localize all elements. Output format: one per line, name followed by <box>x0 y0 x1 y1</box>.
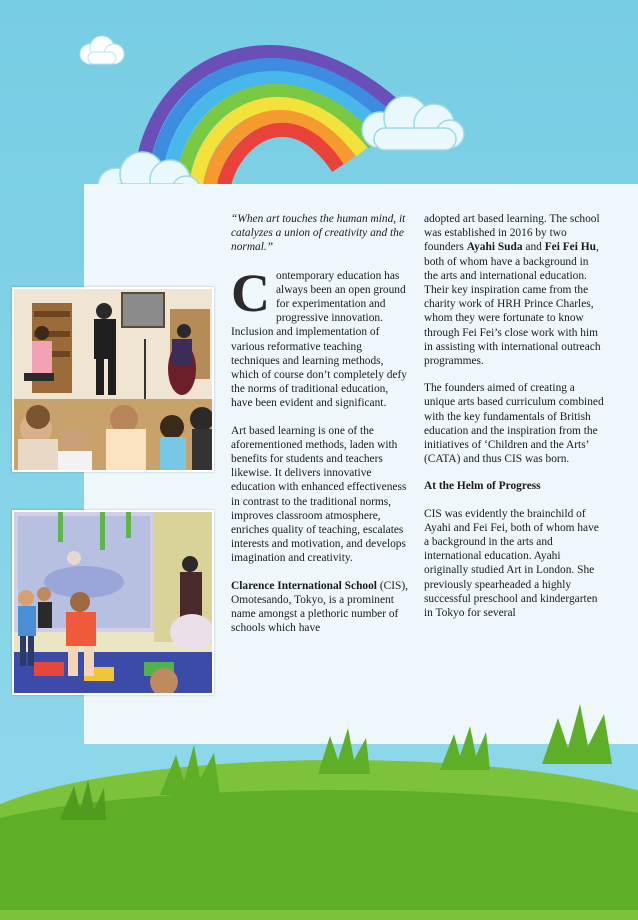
grass-tuft <box>160 745 230 795</box>
text-column-right <box>424 212 604 633</box>
grass-tuft <box>318 728 378 774</box>
grass-tuft <box>440 726 500 770</box>
drop-cap: C <box>231 262 270 323</box>
photo-music-performance <box>12 287 214 472</box>
paragraph-founders <box>424 212 604 368</box>
photo-dance-class <box>12 510 214 695</box>
paragraph-intro <box>231 262 411 411</box>
paragraph-art-based-learning: Art based learning is one of the aforementioned methods, laden with benefits for students and teachers likewise. It delivers innovative education with enhanced effectiveness in contrast to the traditional norms, improves classroom atmosphere, enriches quality of teaching, escalates interests and motivation, and develops imagination and creativity. <box>231 424 407 565</box>
paragraph-cis-intro-text: (CIS), Omotesando, Tokyo, is a prominent name amongst a plethoric number of schools which have <box>231 579 408 635</box>
school-name: Clarence International School <box>231 579 377 592</box>
paragraph-founders-text-b: and <box>522 241 545 254</box>
section-heading: At the Helm of Progress <box>424 480 541 493</box>
paragraph-founders-text-c: , both of whom have a background in the arts and international education. Their key inspiration came from the charity work of HRH Prince Charles, whom they were fortunate to know through Fei Fei’s close work with him in assisting with international outreach programmes. <box>424 241 601 368</box>
grass-tuft <box>542 704 622 764</box>
cloud-right <box>356 94 468 154</box>
paragraph-curriculum: The founders aimed of creating a unique arts based curriculum combined with the key fundamentals of British education and the inspiration from the initiatives of ‘Children and the Arts’ (CATA) and thus CIS was born. <box>424 382 604 466</box>
paragraph-cis-intro <box>231 579 411 636</box>
pull-quote: “When art touches the human mind, it catalyzes a union of creativity and the normal.” <box>231 213 406 254</box>
founder-name-1: Ayahi Suda <box>466 241 523 254</box>
founder-name-2: Fei Fei Hu <box>544 241 596 254</box>
paragraph-founders-text-a: adopted art based learning. The school was established in 2016 by two founders <box>424 213 600 254</box>
grass-tuft <box>60 780 120 820</box>
paragraph-brainchild: CIS was evidently the brainchild of Ayahi and Fei Fei, both of whom have a background in the arts and international education. Ayahi originally studied Art in London. She previously spearheaded a highly successful preschool and kindergarten in Tokyo for several <box>424 507 599 620</box>
paragraph-intro-text: ontemporary education has always been an open ground for experimentation and progressive innovation. Inclusion and implementation of various reformative teaching techniques and learning methods, which of course don’t completely defy the norms of traditional education, have been evident and significant. <box>231 269 407 410</box>
text-column-left <box>231 212 411 648</box>
